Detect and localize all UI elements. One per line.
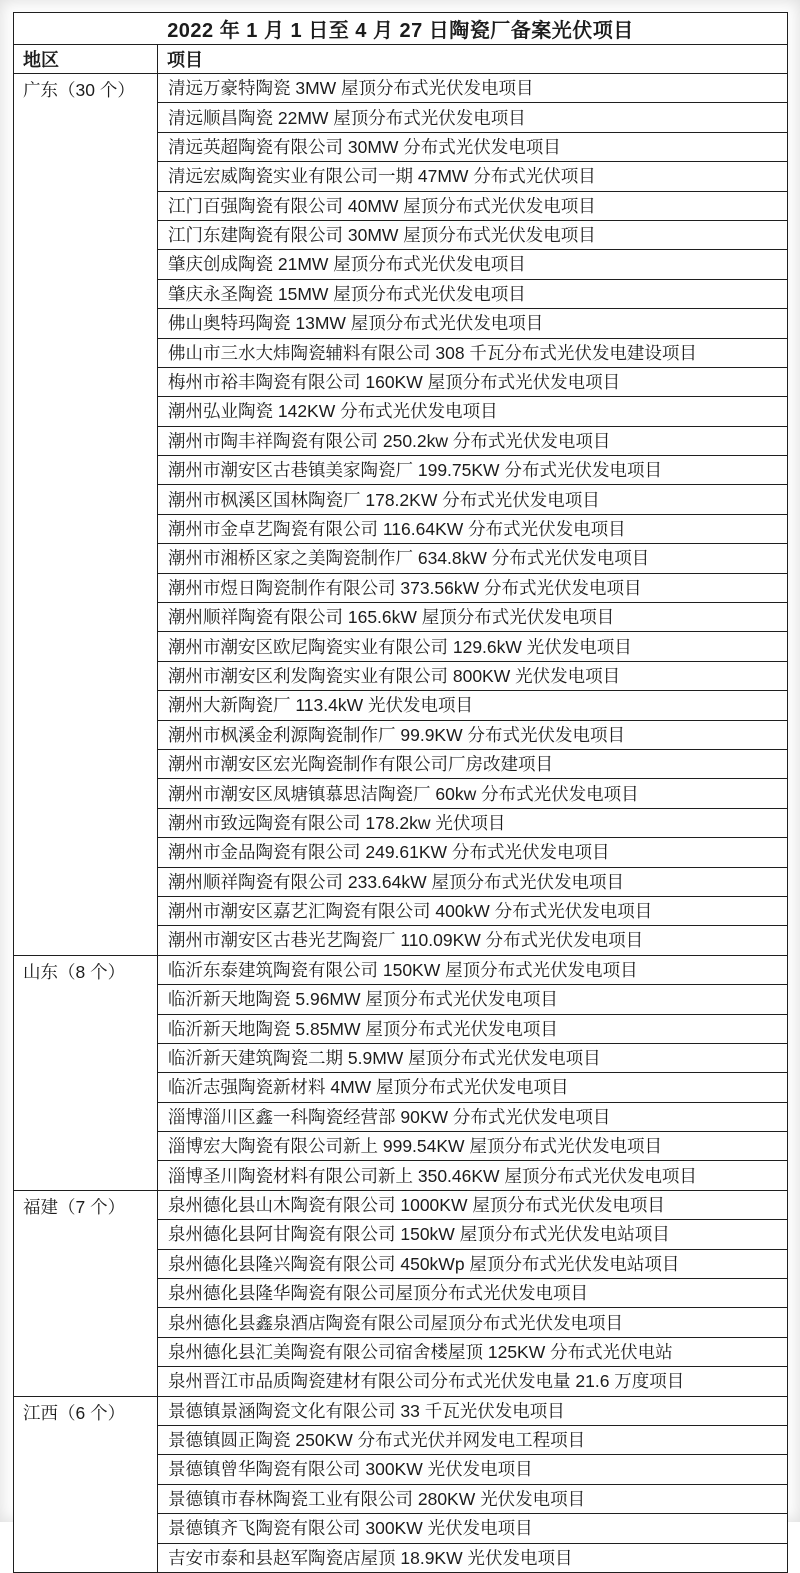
project-cell: 肇庆永圣陶瓷 15MW 屋顶分布式光伏发电项目 bbox=[158, 279, 788, 308]
project-cell: 江门东建陶瓷有限公司 30MW 屋顶分布式光伏发电项目 bbox=[158, 220, 788, 249]
table-row bbox=[14, 955, 788, 984]
table-row bbox=[14, 74, 788, 103]
project-cell: 潮州市湘桥区家之美陶瓷制作厂 634.8kW 分布式光伏发电项目 bbox=[158, 544, 788, 573]
project-cell: 梅州市裕丰陶瓷有限公司 160KW 屋顶分布式光伏发电项目 bbox=[158, 367, 788, 396]
project-cell: 临沂新天地陶瓷 5.85MW 屋顶分布式光伏发电项目 bbox=[158, 1014, 788, 1043]
project-cell: 潮州市潮安区欧尼陶瓷实业有限公司 129.6kW 光伏发电项目 bbox=[158, 632, 788, 661]
project-cell: 清远万豪特陶瓷 3MW 屋顶分布式光伏发电项目 bbox=[158, 74, 788, 103]
project-cell: 清远英超陶瓷有限公司 30MW 分布式光伏发电项目 bbox=[158, 132, 788, 161]
project-cell: 景德镇曾华陶瓷有限公司 300KW 光伏发电项目 bbox=[158, 1455, 788, 1484]
region-cell: 江西（6 个） bbox=[14, 1396, 158, 1572]
project-cell: 潮州弘业陶瓷 142KW 分布式光伏发电项目 bbox=[158, 397, 788, 426]
table-body bbox=[14, 74, 788, 1573]
header-row bbox=[14, 45, 788, 74]
project-cell: 泉州晋江市品质陶瓷建材有限公司分布式光伏发电量 21.6 万度项目 bbox=[158, 1367, 788, 1396]
project-cell: 潮州市潮安区宏光陶瓷制作有限公司厂房改建项目 bbox=[158, 749, 788, 778]
page-title: 2022 年 1 月 1 日至 4 月 27 日陶瓷厂备案光伏项目 bbox=[14, 13, 788, 45]
project-cell: 泉州德化县阿甘陶瓷有限公司 150kW 屋顶分布式光伏发电站项目 bbox=[158, 1220, 788, 1249]
project-cell: 吉安市泰和县赵军陶瓷店屋顶 18.9KW 光伏发电项目 bbox=[158, 1543, 788, 1572]
project-cell: 清远宏威陶瓷实业有限公司一期 47MW 分布式光伏项目 bbox=[158, 162, 788, 191]
project-cell: 临沂东泰建筑陶瓷有限公司 150KW 屋顶分布式光伏发电项目 bbox=[158, 955, 788, 984]
project-cell: 淄博宏大陶瓷有限公司新上 999.54KW 屋顶分布式光伏发电项目 bbox=[158, 1132, 788, 1161]
project-cell: 潮州市枫溪区国林陶瓷厂 178.2KW 分布式光伏发电项目 bbox=[158, 485, 788, 514]
project-cell: 临沂志强陶瓷新材料 4MW 屋顶分布式光伏发电项目 bbox=[158, 1073, 788, 1102]
project-cell: 潮州顺祥陶瓷有限公司 165.6kW 屋顶分布式光伏发电项目 bbox=[158, 603, 788, 632]
column-header-region: 地区 bbox=[14, 45, 158, 74]
project-cell: 淄博圣川陶瓷材料有限公司新上 350.46KW 屋顶分布式光伏发电项目 bbox=[158, 1161, 788, 1190]
project-cell: 泉州德化县山木陶瓷有限公司 1000KW 屋顶分布式光伏发电项目 bbox=[158, 1190, 788, 1219]
region-cell: 山东（8 个） bbox=[14, 955, 158, 1190]
project-cell: 景德镇市春林陶瓷工业有限公司 280KW 光伏发电项目 bbox=[158, 1484, 788, 1513]
project-cell: 江门百强陶瓷有限公司 40MW 屋顶分布式光伏发电项目 bbox=[158, 191, 788, 220]
project-cell: 临沂新天建筑陶瓷二期 5.9MW 屋顶分布式光伏发电项目 bbox=[158, 1043, 788, 1072]
project-cell: 潮州市潮安区古巷镇美家陶瓷厂 199.75KW 分布式光伏发电项目 bbox=[158, 456, 788, 485]
column-header-project: 项目 bbox=[158, 45, 788, 74]
project-cell: 潮州市煜日陶瓷制作有限公司 373.56kW 分布式光伏发电项目 bbox=[158, 573, 788, 602]
table-head bbox=[14, 13, 788, 74]
table-row bbox=[14, 1190, 788, 1219]
project-cell: 潮州市致远陶瓷有限公司 178.2kw 光伏项目 bbox=[158, 808, 788, 837]
table-row bbox=[14, 1396, 788, 1425]
project-cell: 佛山市三水大炜陶瓷辅料有限公司 308 千瓦分布式光伏发电建设项目 bbox=[158, 338, 788, 367]
report-table bbox=[13, 12, 788, 1573]
project-cell: 泉州德化县隆华陶瓷有限公司屋顶分布式光伏发电项目 bbox=[158, 1279, 788, 1308]
region-cell: 广东（30 个） bbox=[14, 74, 158, 956]
project-cell: 潮州市潮安区古巷光艺陶瓷厂 110.09KW 分布式光伏发电项目 bbox=[158, 926, 788, 955]
project-cell: 肇庆创成陶瓷 21MW 屋顶分布式光伏发电项目 bbox=[158, 250, 788, 279]
project-cell: 潮州市潮安区凤塘镇慕思洁陶瓷厂 60kw 分布式光伏发电项目 bbox=[158, 779, 788, 808]
project-cell: 潮州市枫溪金利源陶瓷制作厂 99.9KW 分布式光伏发电项目 bbox=[158, 720, 788, 749]
project-cell: 潮州顺祥陶瓷有限公司 233.64kW 屋顶分布式光伏发电项目 bbox=[158, 867, 788, 896]
project-cell: 潮州市潮安区利发陶瓷实业有限公司 800KW 光伏发电项目 bbox=[158, 661, 788, 690]
project-cell: 淄博淄川区鑫一科陶瓷经营部 90KW 分布式光伏发电项目 bbox=[158, 1102, 788, 1131]
project-cell: 潮州市潮安区嘉艺汇陶瓷有限公司 400kW 分布式光伏发电项目 bbox=[158, 896, 788, 925]
project-cell: 佛山奥特玛陶瓷 13MW 屋顶分布式光伏发电项目 bbox=[158, 309, 788, 338]
project-cell: 清远顺昌陶瓷 22MW 屋顶分布式光伏发电项目 bbox=[158, 103, 788, 132]
project-cell: 泉州德化县汇美陶瓷有限公司宿舍楼屋顶 125KW 分布式光伏电站 bbox=[158, 1337, 788, 1366]
project-cell: 泉州德化县鑫泉酒店陶瓷有限公司屋顶分布式光伏发电项目 bbox=[158, 1308, 788, 1337]
region-cell: 福建（7 个） bbox=[14, 1190, 158, 1396]
project-cell: 景德镇圆正陶瓷 250KW 分布式光伏并网发电工程项目 bbox=[158, 1425, 788, 1454]
title-row bbox=[14, 13, 788, 45]
project-cell: 潮州市金卓艺陶瓷有限公司 116.64KW 分布式光伏发电项目 bbox=[158, 514, 788, 543]
project-cell: 潮州市陶丰祥陶瓷有限公司 250.2kw 分布式光伏发电项目 bbox=[158, 426, 788, 455]
project-cell: 潮州大新陶瓷厂 113.4kW 光伏发电项目 bbox=[158, 691, 788, 720]
project-cell: 景德镇景涵陶瓷文化有限公司 33 千瓦光伏发电项目 bbox=[158, 1396, 788, 1425]
project-cell: 泉州德化县隆兴陶瓷有限公司 450kWp 屋顶分布式光伏发电站项目 bbox=[158, 1249, 788, 1278]
project-cell: 潮州市金品陶瓷有限公司 249.61KW 分布式光伏发电项目 bbox=[158, 838, 788, 867]
project-cell: 景德镇齐飞陶瓷有限公司 300KW 光伏发电项目 bbox=[158, 1514, 788, 1543]
project-cell: 临沂新天地陶瓷 5.96MW 屋顶分布式光伏发电项目 bbox=[158, 985, 788, 1014]
